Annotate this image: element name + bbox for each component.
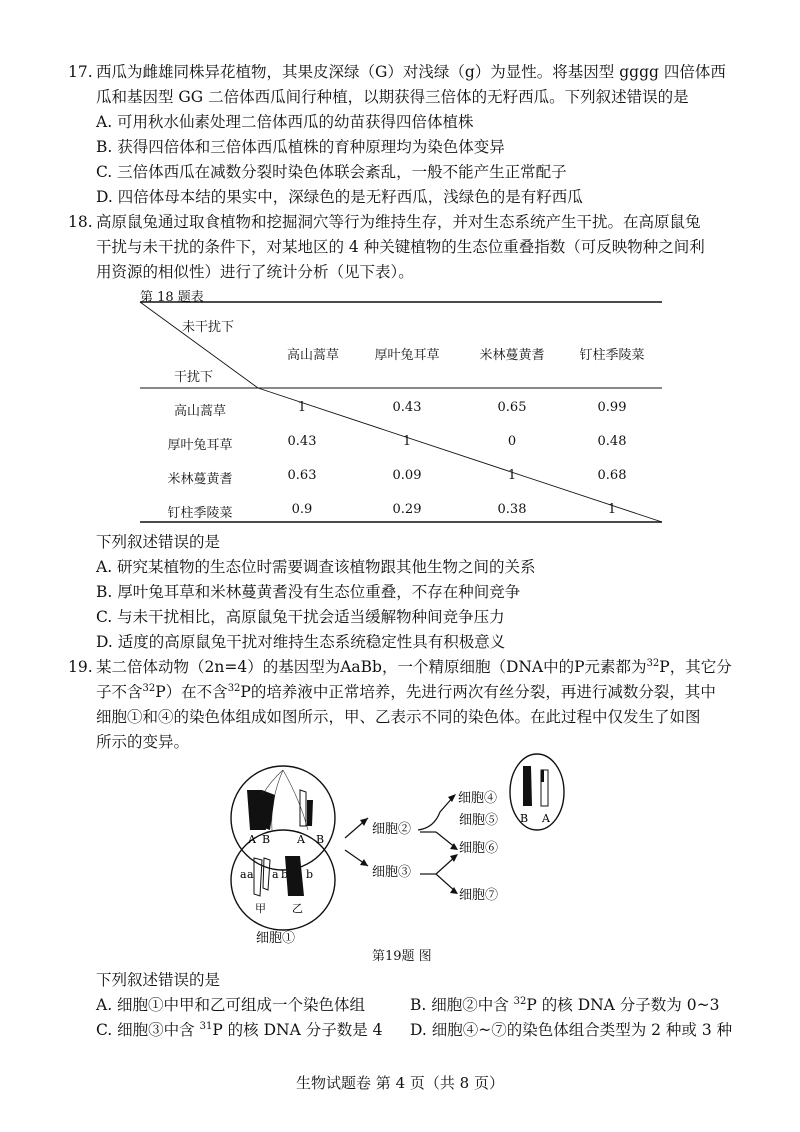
- q17-option-b: B. 获得四倍体和三倍体西瓜植株的育种原理均为染色体变异: [96, 138, 505, 156]
- q18-option-a: A. 研究某植物的生态位时需要调查该植物跟其他生物之间的关系: [96, 558, 536, 576]
- corner-top-label: 未干扰下: [182, 320, 235, 335]
- gene-label: B: [262, 833, 271, 846]
- table-cell: 0: [507, 434, 517, 449]
- q18-prompt: 下列叙述错误的是: [96, 533, 221, 551]
- q19-stem-line2: 子不含$^{32}$P）在不含$^{32}$P的培养液中正常培养，先进行两次有丝分裂，再进行减数分裂，其中: [96, 682, 716, 701]
- q18-option-c: C. 与未干扰相比，高原鼠兔干扰会适当缓解物种间竞争压力: [96, 608, 505, 626]
- cell2-label: 细胞②: [372, 822, 412, 837]
- column-header: 厚叶兔耳草: [374, 348, 440, 363]
- cell4-label: 细胞④: [458, 791, 498, 806]
- page-footer: 生物试题卷 第 4 页（共 8 页）: [296, 1074, 504, 1092]
- table-cell: 0.99: [597, 400, 627, 415]
- q17-option-c: C. 三倍体西瓜在减数分裂时染色体联会紊乱，一般不能产生正常配子: [96, 163, 567, 181]
- row-header: 钉柱季陵菜: [167, 506, 233, 521]
- q19-stem-line1: 某二倍体动物（2n=4）的基因型为AaBb，一个精原细胞（DNA中的P元素都为$^{32}$P，其它分: [96, 657, 732, 676]
- figure-caption: 第19题 图: [372, 949, 432, 964]
- cell3-label: 细胞③: [372, 865, 412, 880]
- q18-stem-line2: 干扰与未干扰的条件下，对某地区的 4 种关键植物的生态位重叠指数（可反映物种之间利: [96, 238, 705, 256]
- q18-stem-line3: 用资源的相似性）进行了统计分析（见下表）。: [96, 263, 414, 281]
- cell7-label: 细胞⑦: [459, 888, 499, 903]
- gene-label: A: [542, 812, 550, 825]
- q19-prompt: 下列叙述错误的是: [96, 971, 221, 989]
- table-cell: 1: [402, 434, 412, 449]
- chromosome-upper-left: [247, 790, 275, 830]
- cell1-label: 细胞①: [256, 931, 296, 946]
- table-cell: 0.38: [497, 502, 527, 517]
- table-cell: 0.48: [597, 434, 627, 449]
- cell1-upper-lobe: [231, 766, 335, 870]
- q17-number: 17.: [68, 63, 93, 81]
- row-header: 米林蔓黄耆: [167, 472, 233, 487]
- q18-option-b: B. 厚叶兔耳草和米林蔓黄耆没有生态位重叠，不存在种间竞争: [96, 583, 521, 601]
- gene-label: b: [306, 868, 314, 881]
- q19-number: 19.: [68, 658, 93, 676]
- q19-option-a: A. 细胞①中甲和乙可组成一个染色体组: [96, 996, 366, 1014]
- chromosome-lower-left: [254, 858, 270, 896]
- gene-label: a: [247, 868, 254, 881]
- q19-stem-line3: 细胞①和④的染色体组成如图所示，甲、乙表示不同的染色体。在此过程中仅发生了如图: [96, 708, 701, 726]
- q19-option-b: B. 细胞②中含 $^{32}$P 的核 DNA 分子数为 0~3: [410, 995, 720, 1014]
- arrowhead-cell3: [360, 859, 368, 866]
- arrow-to-cell4: [418, 796, 454, 830]
- row-header: 高山蒿草: [173, 404, 226, 419]
- q18-stem-line1: 高原鼠兔通过取食植物和挖掘洞穴等行为维持生存，并对生态系统产生干扰。在高原鼠兔: [96, 213, 701, 231]
- arrowhead-cell2: [360, 818, 368, 826]
- q19-option-c: C. 细胞③中含 $^{31}$P 的核 DNA 分子数是 4: [96, 1020, 383, 1039]
- cell4-outline: [510, 754, 564, 830]
- table-cell: 0.09: [392, 468, 422, 483]
- corner-bottom-label: 干扰下: [174, 370, 214, 385]
- q18-option-d: D. 适度的高原鼠兔干扰对维持生态系统稳定性具有积极意义: [96, 633, 506, 651]
- gene-label: B: [520, 812, 529, 825]
- q17-option-d: D. 四倍体母本结的果实中，深绿色的是无籽西瓜，浅绿色的是有籽西瓜: [96, 188, 583, 206]
- q19-stem-line4: 所示的变异。: [96, 733, 190, 751]
- column-header: 米林蔓黄耆: [479, 348, 545, 363]
- cell4-chromosome-dark: [523, 766, 532, 806]
- gene-label: b: [281, 868, 289, 881]
- table-cell: 0.29: [392, 502, 422, 517]
- table-cell: 0.43: [287, 434, 317, 449]
- table-cell: 0.9: [291, 502, 313, 517]
- gene-label: A: [248, 833, 256, 846]
- gene-label: a: [272, 868, 279, 881]
- table-cell: 0.65: [497, 400, 527, 415]
- table-cell: 0.43: [392, 400, 422, 415]
- column-header: 钉柱季陵菜: [579, 348, 645, 363]
- chromosome-upper-right-dark: [307, 800, 313, 826]
- table-cell: 1: [297, 400, 307, 415]
- table-cell: 0.68: [597, 468, 627, 483]
- table-caption: 第 18 题表: [140, 290, 204, 305]
- gene-label: B: [316, 833, 325, 846]
- chromosome-label-jia: 甲: [255, 902, 266, 915]
- column-header: 高山蒿草: [286, 348, 339, 363]
- table-cell: 1: [607, 502, 617, 517]
- cell4-chromosome-tip: [541, 770, 544, 782]
- row-header: 厚叶兔耳草: [167, 438, 233, 453]
- table-cell: 1: [507, 468, 517, 483]
- q19-option-d: D. 细胞④~⑦的染色体组合类型为 2 种或 3 种: [410, 1021, 733, 1039]
- chromosome-label-yi: 乙: [292, 902, 303, 915]
- q17-option-a: A. 可用秋水仙素处理二倍体西瓜的幼苗获得四倍体植株: [96, 113, 474, 131]
- q17-stem-line2: 瓜和基因型 GG 二倍体西瓜间行种植，以期获得三倍体的无籽西瓜。下列叙述错误的是: [96, 88, 689, 106]
- q18-number: 18.: [68, 213, 93, 231]
- q17-stem-line1: 西瓜为雌雄同株异花植物，其果皮深绿（G）对浅绿（g）为显性。将基因型 gggg 四倍体西: [96, 63, 726, 81]
- cell6-label: 细胞⑥: [459, 841, 499, 856]
- table-cell: 0.63: [287, 468, 317, 483]
- gene-label: a: [240, 868, 247, 881]
- gene-label: A: [297, 833, 305, 846]
- cell5-name: 细胞⑤: [459, 813, 499, 828]
